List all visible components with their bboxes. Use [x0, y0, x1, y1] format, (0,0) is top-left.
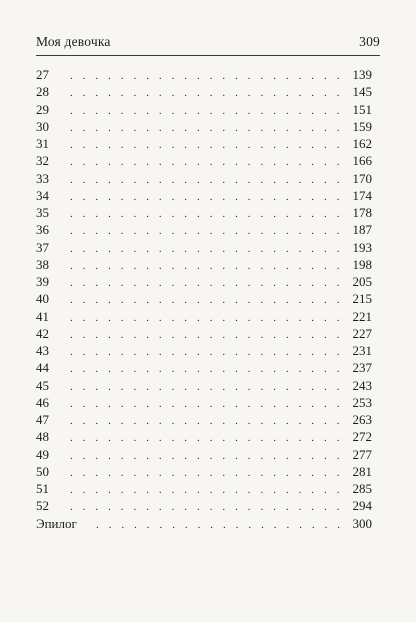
- toc-entry-label: 33: [36, 170, 49, 186]
- toc-entry-page: 193: [352, 239, 372, 255]
- toc-entry: [36, 428, 372, 445]
- toc-entry-label: 42: [36, 325, 49, 341]
- toc-entry-page: 253: [352, 394, 372, 410]
- toc-entry-label: 30: [36, 118, 49, 134]
- toc-entry-page: 159: [352, 118, 372, 134]
- toc-entry-label: 43: [36, 343, 49, 358]
- toc-entry: [36, 239, 372, 256]
- toc-entry-label: 51: [36, 481, 49, 496]
- toc-entry-page: 294: [352, 498, 372, 514]
- toc-entry: [36, 273, 372, 290]
- dot-leader: [70, 430, 340, 447]
- page-number: 309: [359, 34, 380, 49]
- toc-entry-label: 27: [36, 67, 49, 82]
- dot-leader: [70, 189, 340, 206]
- dot-leader: [70, 344, 340, 361]
- toc-entry: [36, 308, 372, 325]
- toc-entry: [36, 101, 372, 118]
- toc-entry: [36, 187, 372, 204]
- toc-entry-label: 35: [36, 205, 49, 220]
- dot-leader: [70, 258, 340, 275]
- toc-entry-label: 47: [36, 412, 49, 427]
- toc-entry: [36, 135, 372, 152]
- toc-entry-label: 50: [36, 463, 49, 479]
- toc-entry-label: 41: [36, 308, 49, 324]
- dot-leader: [70, 482, 340, 499]
- dot-leader: [70, 85, 340, 102]
- dot-leader: [96, 517, 340, 534]
- dot-leader: [70, 154, 340, 171]
- toc-entry: [36, 446, 372, 463]
- toc-entry-page: 300: [352, 515, 372, 531]
- toc-entry-page: 243: [352, 377, 372, 393]
- toc-entry-page: 263: [352, 412, 372, 427]
- toc-entry: [36, 394, 372, 411]
- toc-entry: [36, 480, 372, 497]
- dot-leader: [70, 292, 340, 309]
- book-title: Моя девочка: [36, 34, 111, 49]
- toc-entry: [36, 256, 372, 273]
- toc-entry-label: 48: [36, 429, 49, 445]
- toc-entry-page: 187: [352, 222, 372, 238]
- toc-entry-label: 46: [36, 394, 49, 410]
- toc-entry: [36, 170, 372, 187]
- toc-entry-page: 237: [352, 360, 372, 376]
- toc-entry-label: 32: [36, 153, 49, 169]
- toc-entry: [36, 497, 372, 514]
- toc-entry: [36, 463, 372, 480]
- toc-entry-page: 162: [352, 136, 372, 151]
- dot-leader: [70, 103, 340, 120]
- toc-entry-page: 145: [352, 84, 372, 100]
- toc-entry-label: 34: [36, 187, 49, 203]
- toc-entry-page: 221: [352, 308, 372, 324]
- toc-entry-label: 44: [36, 360, 49, 376]
- toc-entry-label: 36: [36, 222, 49, 238]
- toc-entry-page: 285: [352, 481, 372, 496]
- dot-leader: [70, 396, 340, 413]
- toc-entry-label: 45: [36, 377, 49, 393]
- dot-leader: [70, 275, 340, 292]
- dot-leader: [70, 206, 340, 223]
- toc-entry-label: 39: [36, 274, 49, 289]
- toc-entry-label: 31: [36, 136, 49, 151]
- dot-leader: [70, 241, 340, 258]
- toc-entry: [36, 204, 372, 221]
- toc-entry-page: 178: [352, 205, 372, 220]
- toc-entry-label: 38: [36, 256, 49, 272]
- toc-entry: [36, 342, 372, 359]
- toc-entry-label: 29: [36, 101, 49, 117]
- dot-leader: [70, 465, 340, 482]
- toc-entry-page: 215: [352, 291, 372, 307]
- header-rule: [36, 55, 380, 56]
- dot-leader: [70, 223, 340, 240]
- toc-entry-page: 198: [352, 256, 372, 272]
- table-of-contents: [36, 66, 372, 532]
- toc-entry: [36, 152, 372, 169]
- toc-entry: [36, 118, 372, 135]
- toc-entry: [36, 325, 372, 342]
- toc-entry-page: 205: [352, 274, 372, 289]
- dot-leader: [70, 137, 340, 154]
- toc-entry-label: 40: [36, 291, 49, 307]
- dot-leader: [70, 172, 340, 189]
- toc-entry-page: 272: [352, 429, 372, 445]
- toc-entry-page: 277: [352, 446, 372, 462]
- toc-entry: [36, 359, 372, 376]
- dot-leader: [70, 379, 340, 396]
- dot-leader: [70, 448, 340, 465]
- toc-entry: [36, 221, 372, 238]
- toc-entry-page: 151: [352, 101, 372, 117]
- dot-leader: [70, 413, 340, 430]
- toc-entry-page: 166: [352, 153, 372, 169]
- toc-entry: [36, 515, 372, 532]
- toc-entry-page: 139: [352, 67, 372, 82]
- dot-leader: [70, 361, 340, 378]
- toc-entry-label: 49: [36, 446, 49, 462]
- toc-entry-label: Эпилог: [36, 515, 77, 531]
- toc-entry-page: 231: [352, 343, 372, 358]
- dot-leader: [70, 499, 340, 516]
- toc-entry-page: 281: [352, 463, 372, 479]
- dot-leader: [70, 310, 340, 327]
- dot-leader: [70, 327, 340, 344]
- toc-entry-label: 52: [36, 498, 49, 514]
- toc-entry: [36, 290, 372, 307]
- toc-entry-label: 28: [36, 84, 49, 100]
- toc-entry-label: 37: [36, 239, 49, 255]
- toc-entry-page: 227: [352, 325, 372, 341]
- toc-entry-page: 170: [352, 170, 372, 186]
- toc-entry: [36, 83, 372, 100]
- running-header: [36, 30, 380, 50]
- dot-leader: [70, 120, 340, 137]
- toc-entry: [36, 377, 372, 394]
- toc-entry: [36, 411, 372, 428]
- toc-entry-page: 174: [352, 187, 372, 203]
- toc-entry: [36, 66, 372, 83]
- dot-leader: [70, 68, 340, 85]
